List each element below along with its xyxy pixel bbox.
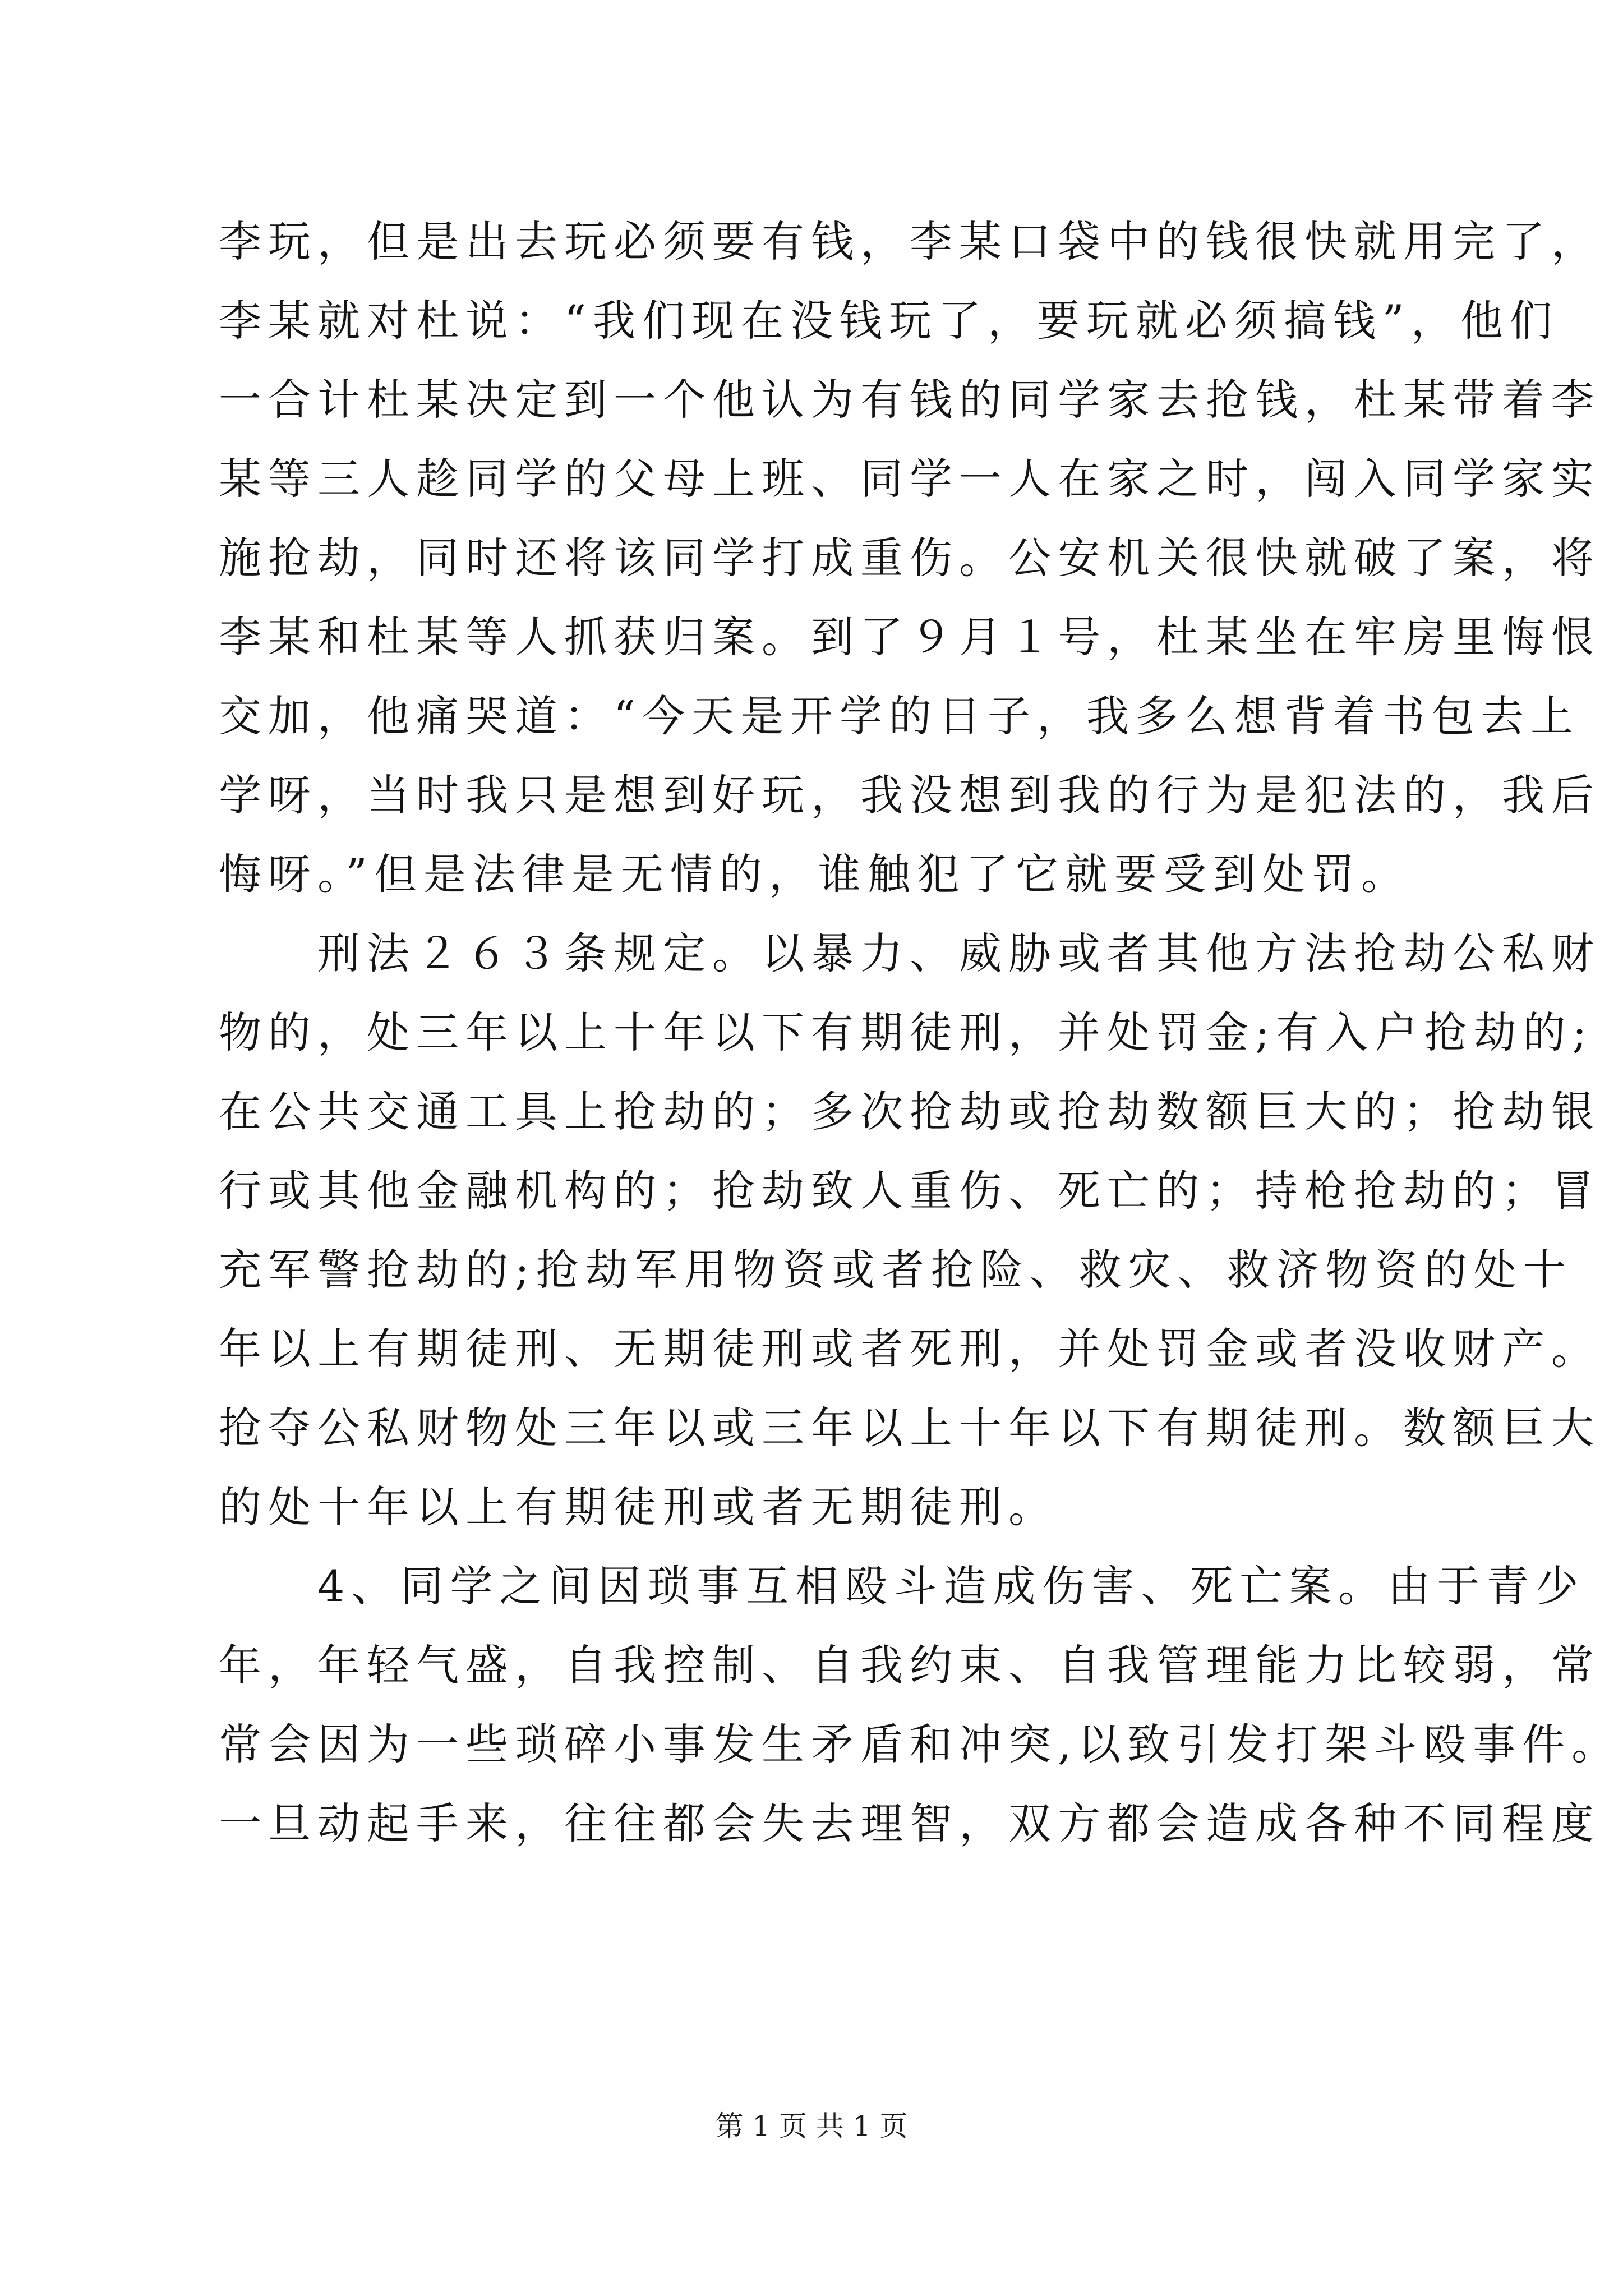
- text-line: 李某就对杜说：“我们现在没钱玩了，要玩就必须搞钱”，他们: [219, 296, 1559, 346]
- text-line: 常会因为一些琐碎小事发生矛盾和冲突,以致引发打架斗殴事件。: [219, 1719, 1621, 1769]
- text-line: 的处十年以上有期徒刑或者无期徒刑。: [219, 1482, 1058, 1532]
- text-line: 年，年轻气盛，自我控制、自我约束、自我管理能力比较弱，常: [219, 1640, 1601, 1690]
- text-line: 物的，处三年以上十年以下有期徒刑，并处罚金;有入户抢劫的;: [219, 1007, 1594, 1057]
- paragraph-1: [219, 202, 1601, 914]
- text-line: 年以上有期徒刑、无期徒刑或者死刑，并处罚金或者没收财产。: [219, 1324, 1601, 1374]
- text-line: 学呀，当时我只是想到好玩，我没想到我的行为是犯法的，我后: [219, 770, 1601, 820]
- page-number-label: 第 1 页 共 1 页: [715, 2110, 908, 2142]
- text-line: 李某和杜某等人抓获归案。到了９月１号，杜某坐在牢房里悔恨: [219, 612, 1601, 662]
- text-line: 某等三人趁同学的父母上班、同学一人在家之时，闯入同学家实: [219, 454, 1601, 504]
- text-line: 交加，他痛哭道：“今天是开学的日子，我多么想背着书包去上: [219, 691, 1580, 741]
- text-line: 充军警抢劫的;抢劫军用物资或者抢险、救灾、救济物资的处十: [219, 1245, 1573, 1295]
- paragraph-2: [219, 914, 1601, 1547]
- text-line: 一合计杜某决定到一个他认为有钱的同学家去抢钱，杜某带着李: [219, 375, 1601, 425]
- document-body: [219, 202, 1621, 1863]
- text-line: 4、同学之间因琐事互相殴斗造成伤害、死亡案。由于青少: [219, 1561, 1585, 1611]
- paragraph-3: [219, 1547, 1621, 1863]
- text-line: 李玩，但是出去玩必须要有钱，李某口袋中的钱很快就用完了，: [219, 217, 1601, 266]
- text-line: 在公共交通工具上抢劫的；多次抢劫或抢劫数额巨大的；抢劫银: [219, 1087, 1601, 1137]
- text-line: 施抢劫，同时还将该同学打成重伤。公安机关很快就破了案，将: [219, 533, 1601, 583]
- page-footer: [0, 2104, 1623, 2144]
- text-line: 悔呀。”但是法律是无情的，谁触犯了它就要受到处罚。: [219, 849, 1410, 899]
- text-line: 刑法２６３条规定。以暴力、威胁或者其他方法抢劫公私财: [219, 928, 1601, 978]
- text-line: 行或其他金融机构的；抢劫致人重伤、死亡的；持枪抢劫的；冒: [219, 1166, 1601, 1216]
- text-line: 抢夺公私财物处三年以或三年以上十年以下有期徒刑。数额巨大: [219, 1403, 1601, 1453]
- text-line: 一旦动起手来，往往都会失去理智，双方都会造成各种不同程度: [219, 1798, 1601, 1848]
